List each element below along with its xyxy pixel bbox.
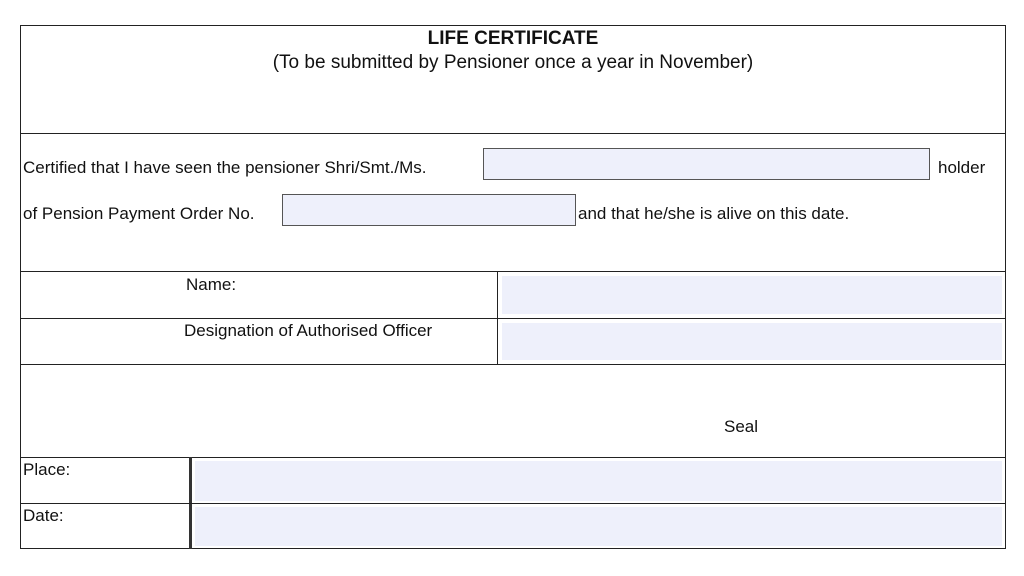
divider-seal xyxy=(21,457,1005,458)
officer-designation-label: Designation of Authorised Officer xyxy=(184,321,433,340)
certification-line2-suffix: and that he/she is alive on this date. xyxy=(578,204,850,223)
form-title: LIFE CERTIFICATE xyxy=(427,28,599,49)
date-field[interactable] xyxy=(195,507,1002,546)
life-certificate-form xyxy=(20,25,1006,549)
officer-name-label: Name: xyxy=(186,275,237,294)
certification-line1-suffix: holder xyxy=(938,158,986,177)
place-label: Place: xyxy=(23,460,71,479)
ppo-number-field[interactable] xyxy=(282,194,576,226)
certification-line2-prefix: of Pension Payment Order No. xyxy=(23,204,255,223)
pensioner-name-field[interactable] xyxy=(483,148,930,180)
divider-officer xyxy=(21,364,1005,365)
officer-designation-field[interactable] xyxy=(502,323,1002,360)
divider-officer-rows xyxy=(21,318,1005,319)
divider-footer-rows xyxy=(21,503,1005,504)
place-field[interactable] xyxy=(195,461,1002,501)
form-subtitle: (To be submitted by Pensioner once a year in November) xyxy=(272,52,754,73)
divider-certification xyxy=(21,271,1005,272)
officer-name-field[interactable] xyxy=(502,276,1002,314)
date-label: Date: xyxy=(23,506,64,525)
certification-line1-prefix: Certified that I have seen the pensioner Shri/Smt./Ms. xyxy=(23,158,427,177)
divider-header xyxy=(21,133,1005,134)
seal-label: Seal xyxy=(724,417,759,436)
